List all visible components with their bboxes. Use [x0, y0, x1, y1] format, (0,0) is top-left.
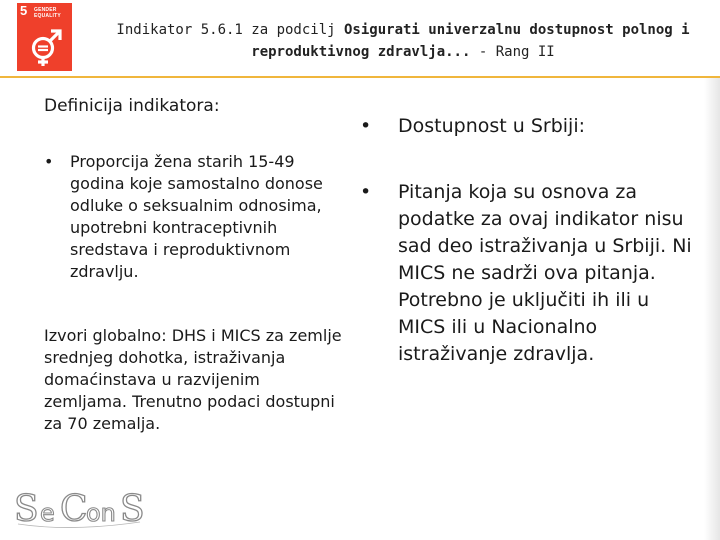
- svg-text:C: C: [60, 489, 88, 528]
- bullet-icon: •: [360, 181, 372, 203]
- sdg-goal-label: [34, 7, 70, 19]
- sdg-goal-label-line2: EQUALITY: [34, 13, 61, 19]
- secons-logo: [12, 488, 152, 528]
- sdg-goal-number: 5: [20, 3, 28, 18]
- svg-text:on: on: [86, 499, 116, 527]
- bullet-icon: •: [360, 115, 372, 137]
- sdg-goal-5-badge: [17, 3, 72, 71]
- availability-heading-text: Dostupnost u Srbiji:: [398, 115, 586, 137]
- right-edge-shadow: [704, 78, 720, 540]
- page-title-bold: Osigurati univerzalnu dostupnost polnog i reproduktivnog zdravlja...: [251, 22, 690, 60]
- availability-text: Pitanja koja su osnova za podatke za ovaj indikator nisu sad deo istraživanja u Srbiji. Ni MICS ne sadrži ova pitanja. Potrebno je uključiti ih ili u MICS ili u Nacionalno istraživanje zdravlja.: [398, 181, 692, 365]
- page-title-prefix: Indikator 5.6.1 za podcilj: [116, 22, 344, 38]
- bullet-icon: •: [44, 152, 54, 171]
- gender-equality-icon: [26, 25, 64, 67]
- title-divider: [0, 76, 720, 78]
- definition-heading: Definicija indikatora:: [44, 96, 220, 116]
- global-sources-text: Izvori globalno: DHS i MICS za zemlje srednjeg dohotka, istraživanja domaćinstava u razvijenim zemljama. Trenutno podaci dostupni za 70 zemalja.: [44, 326, 342, 433]
- availability-bullet: [360, 179, 700, 368]
- page-title-suffix: - Rang II: [470, 44, 555, 60]
- definition-bullet: [44, 151, 344, 283]
- definition-column: [44, 95, 344, 451]
- sdg-goal-label-line1: GENDER: [34, 7, 57, 13]
- page-title: [88, 19, 718, 63]
- definition-text: Proporcija žena starih 15-49 godina koje samostalno donose odluke o seksualnim odnosima, upotrebni kontraceptivnih sredstava i reproduktivnom zdravlju.: [70, 152, 323, 281]
- availability-column: [360, 113, 700, 368]
- svg-text:S: S: [14, 489, 38, 528]
- svg-text:S: S: [120, 489, 145, 528]
- svg-text:e: e: [40, 499, 55, 527]
- availability-heading: [360, 113, 700, 139]
